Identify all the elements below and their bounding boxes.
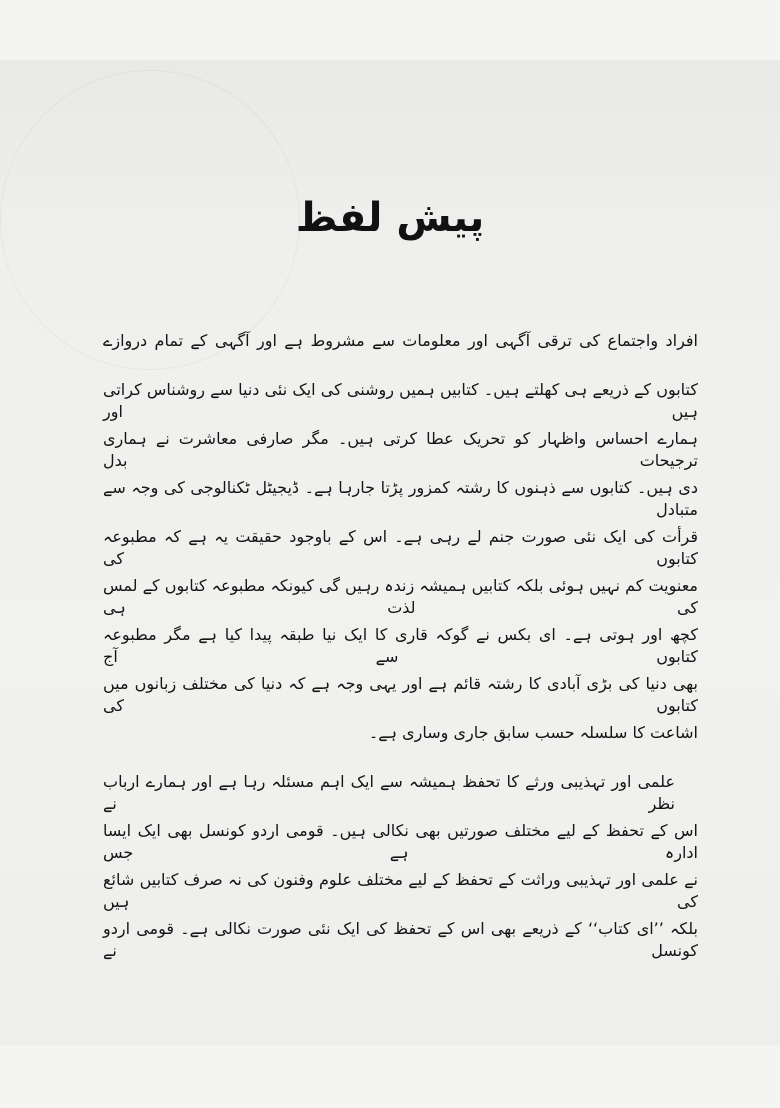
- text-line: افراد واجتماع کی ترقی آگہی اور معلومات سے مشروط ہے اور آگہی کے تمام دروازے: [103, 331, 698, 350]
- text-line: کتابوں کے ذریعے ہی کھلتے ہیں۔ کتابیں ہمیں روشنی کی ایک نئی دنیا سے روشناس کراتی ہیں اور: [103, 380, 698, 421]
- text-line: معنویت کم نہیں ہوئی بلکہ کتابیں ہمیشہ زندہ رہیں گی کیونکہ مطبوعہ کتابوں کے لمس کی لذت ہی: [103, 576, 698, 617]
- text-line: قرأت کی ایک نئی صورت جنم لے رہی ہے۔ اس کے باوجود حقیقت یہ ہے کہ مطبوعہ کتابوں کی: [103, 527, 698, 568]
- page-title: پیش لفظ: [295, 195, 485, 241]
- text-line: بلکہ ’’ای کتاب‘‘ کے ذریعے بھی اس کے تحفظ کی ایک نئی صورت نکالی ہے۔ قومی اردو کونسل نے: [103, 919, 698, 960]
- text-line: دی ہیں۔ کتابوں سے ذہنوں کا رشتہ کمزور پڑتا جارہا ہے۔ ڈیجیٹل ٹکنالوجی کی وجہ سے متبادل: [103, 478, 698, 519]
- text-line: نے علمی اور تہذیبی وراثت کے تحفظ کے لیے مختلف علوم وفنون کی نہ صرف کتابیں شائع کی ہیں: [103, 870, 698, 911]
- text-line: اس کے تحفظ کے لیے مختلف صورتیں بھی نکالی ہیں۔ قومی اردو کونسل بھی ایک ایسا ادارہ ہے جس: [103, 821, 698, 862]
- text-line: بھی دنیا کی بڑی آبادی کا رشتہ قائم ہے اور یہی وجہ ہے کہ دنیا کی مختلف زبانوں میں کتابوں کی: [103, 674, 698, 715]
- text-line: کچھ اور ہوتی ہے۔ ای بکس نے گوکہ قاری کا ایک نیا طبقہ پیدا کیا ہے مگر مطبوعہ کتابوں سے آج: [103, 625, 698, 666]
- text-line: اشاعت کا سلسلہ حسب سابق جاری وساری ہے۔: [368, 723, 698, 742]
- text-line: علمی اور تہذیبی ورثے کا تحفظ ہمیشہ سے ایک اہم مسئلہ رہا ہے اور ہمارے ارباب نظر نے: [103, 772, 675, 813]
- text-line: ہمارے احساس واظہار کو تحریک عطا کرتی ہیں۔ مگر صارفی معاشرت نے ہماری ترجیحات بدل: [103, 429, 698, 470]
